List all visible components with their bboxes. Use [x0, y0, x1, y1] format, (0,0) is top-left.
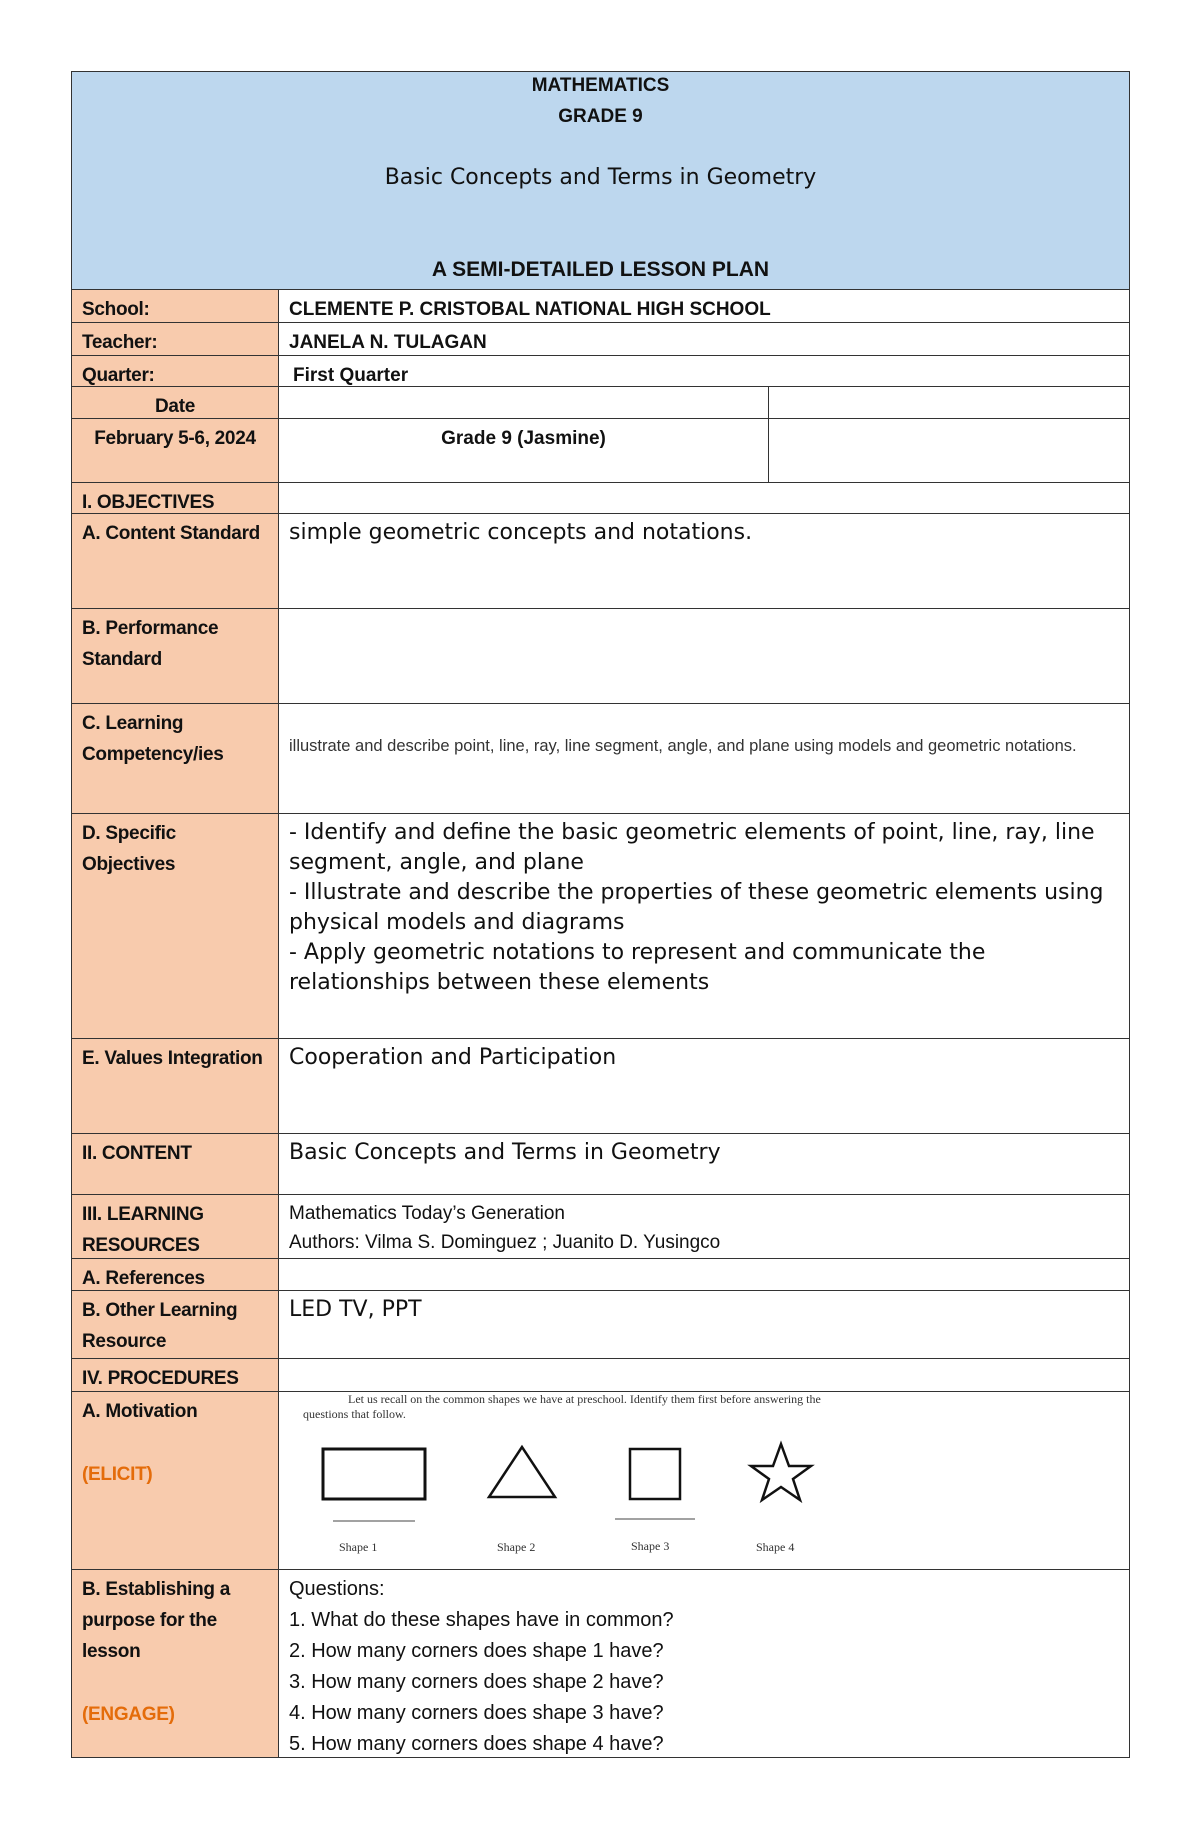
elicit-tag: (ELICIT)	[82, 1464, 153, 1485]
resources-label: III. LEARNING RESOURCES	[72, 1195, 279, 1258]
questions: Questions: 1. What do these shapes have in common? 2. How many corners does shape 1 have? 3. How many corners does shape 2 have? 4. How many corners does shape 3 have? 5. How many corners does shape 4 have?	[289, 1578, 674, 1755]
specific-objectives-label: D. Specific Objectives	[72, 814, 279, 1038]
grade: GRADE 9	[558, 106, 643, 127]
shape-2-label: Shape 2	[497, 1540, 536, 1554]
motivation-label: A. Motivation (ELICIT)	[72, 1392, 279, 1569]
school-label: School:	[72, 290, 279, 322]
values: Cooperation and Participation	[289, 1045, 617, 1070]
date: February 5-6, 2024	[72, 419, 279, 482]
competency: illustrate and describe point, line, ray, line segment, angle, and plane using models and geometric notations.	[289, 737, 1077, 755]
triangle-shape	[489, 1447, 555, 1497]
date-label: Date	[72, 387, 279, 418]
rectangle-shape	[323, 1449, 425, 1499]
content-standard-label: A. Content Standard	[72, 514, 279, 608]
section: Grade 9 (Jasmine)	[441, 428, 606, 449]
school: CLEMENTE P. CRISTOBAL NATIONAL HIGH SCHOOL	[289, 299, 771, 320]
performance-standard-label: B. Performance Standard	[72, 609, 279, 703]
square-shape	[630, 1449, 680, 1499]
quarter: First Quarter	[293, 365, 409, 386]
shape-4-label: Shape 4	[756, 1540, 795, 1554]
references-label: A. References	[72, 1259, 279, 1290]
engage-tag: (ENGAGE)	[82, 1704, 175, 1725]
plan-type: A SEMI-DETAILED LESSON PLAN	[431, 258, 770, 281]
teacher: JANELA N. TULAGAN	[289, 332, 487, 353]
other-resource-label: B. Other Learning Resource	[72, 1291, 279, 1358]
shape-3-label: Shape 3	[631, 1539, 670, 1553]
values-label: E. Values Integration	[72, 1039, 279, 1133]
teacher-label: Teacher:	[72, 323, 279, 355]
quarter-label: Quarter:	[72, 356, 279, 386]
content-label: II. CONTENT	[72, 1134, 279, 1194]
objectives-label: I. OBJECTIVES	[72, 483, 279, 513]
subject: MATHEMATICS	[531, 75, 670, 96]
other-resource: LED TV, PPT	[289, 1297, 422, 1322]
shapes-image: Let us recall on the common shapes we have at preschool. Identify them first before answering the questions that follow. Shape 1 Shape 2 Shape 3 Shape 4	[279, 1392, 1129, 1569]
star-shape	[751, 1444, 811, 1500]
content: Basic Concepts and Terms in Geometry	[289, 1140, 721, 1165]
competency-label: C. Learning Competency/ies	[72, 704, 279, 813]
specific-objectives: - Identify and define the basic geometric elements of point, line, ray, line segment, angle, and plane - Illustrate and describe the properties of these geometric elements using physical models and diagrams - Apply geometric notations to represent and communicate the relationships between these elements	[289, 820, 1104, 995]
purpose-label: B. Establishing a purpose for the lesson (ENGAGE)	[72, 1570, 279, 1757]
header	[72, 72, 1129, 290]
shape-1-label: Shape 1	[339, 1540, 378, 1554]
procedures-label: IV. PROCEDURES	[72, 1359, 279, 1391]
lesson-plan-table	[71, 71, 1130, 1758]
topic: Basic Concepts and Terms in Geometry	[384, 165, 817, 190]
content-standard: simple geometric concepts and notations.	[289, 520, 753, 545]
resources: Mathematics Today’s Generation Authors: Vilma S. Dominguez ; Juanito D. Yusingco	[289, 1203, 721, 1253]
